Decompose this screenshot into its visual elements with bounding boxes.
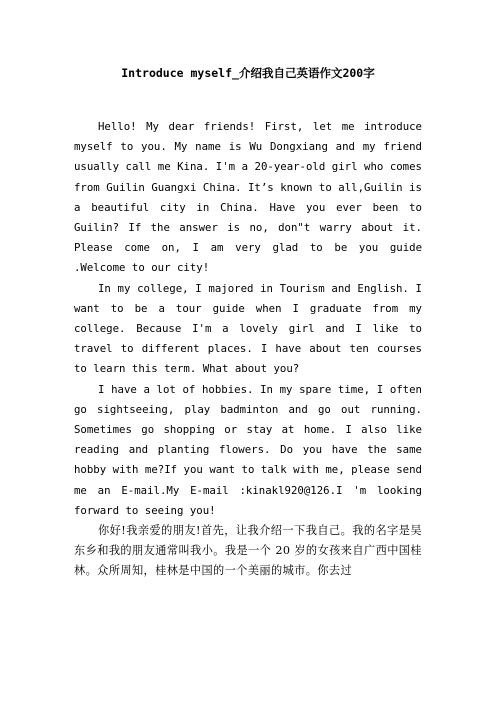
document-title: Introduce myself_介绍我自己英语作文200字	[121, 66, 375, 80]
paragraph-hobbies: I have a lot of hobbies. In my spare time, I often go sightseeing, play badminton and go out running. Sometimes go shopping or stay at home. I also like reading and planting flowers. Do you have the same hobby with me?If you want to talk with me, please send me an E-mail.My E-mail :kinakl920@126.I 'm looking forward to seeing you!	[74, 382, 422, 517]
document-body	[74, 117, 422, 582]
document-page	[74, 0, 422, 582]
paragraph-college: In my college, I majored in Tourism and English. I want to be a tour guide when I graduate from my college. Because I'm a lovely girl and I like to travel to different places. I have about ten courses to learn this term. What about you?	[74, 281, 422, 376]
paragraph-intro: Hello! My dear friends! First, let me introduce myself to you. My name is Wu Dongxiang and my friend usually call me Kina. I'm a 20-year-old girl who comes from Guilin Guangxi China. It’s known to all,Guilin is a beautiful city in China. Have you ever been to Guilin? If the answer is no, don"t warry about it. Please come on, I am very glad to be you guide .Welcome to our city!	[74, 120, 422, 275]
paragraph-chinese: 你好!我亲爱的朋友!首先，让我介绍一下我自己。我的名字是吴东乡和我的朋友通常叫我小。我是一个 20 岁的女孩来自广西中国桂林。众所周知，桂林是中国的一个美丽的城市。你去过	[74, 524, 422, 578]
